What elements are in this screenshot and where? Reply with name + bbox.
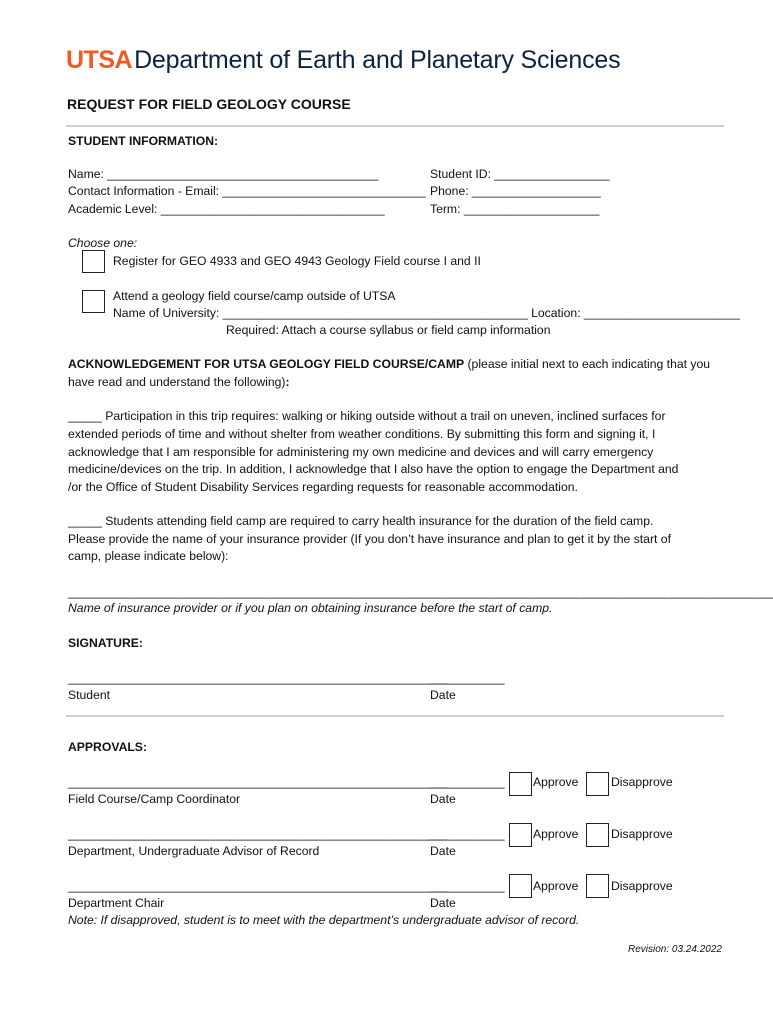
- divider: [66, 715, 724, 717]
- name-field[interactable]: Name: ________________________________________: [68, 167, 379, 181]
- insurance-provider-field[interactable]: ________________________________________________________________________________________________________: [68, 585, 773, 599]
- advisor-signature-line[interactable]: ________________________________________________________: [68, 827, 448, 841]
- student-date-line[interactable]: ___________: [430, 671, 505, 685]
- date-label: Date: [430, 688, 456, 702]
- coordinator-date-line[interactable]: ___________: [430, 775, 505, 789]
- term-field[interactable]: Term: ____________________: [430, 202, 600, 216]
- coordinator-disapprove-checkbox[interactable]: [586, 772, 609, 796]
- form-title: REQUEST FOR FIELD GEOLOGY COURSE: [67, 96, 351, 112]
- insurance-caption: Name of insurance provider or if you plan on obtaining insurance before the start of camp.: [68, 601, 553, 615]
- advisor-date-line[interactable]: ___________: [430, 827, 505, 841]
- university-location-field[interactable]: Name of University: _____________________________________________ Location: _______________________: [113, 306, 740, 320]
- email-field[interactable]: Contact Information - Email: ______________________________: [68, 184, 426, 198]
- date-label: Date: [430, 844, 456, 858]
- student-label: Student: [68, 688, 111, 702]
- chair-approve-checkbox[interactable]: [509, 874, 532, 898]
- student-id-field[interactable]: Student ID: _________________: [430, 167, 610, 181]
- revision-date: Revision: 03.24.2022: [628, 944, 722, 955]
- register-checkbox[interactable]: [82, 250, 105, 273]
- chair-role-label: Department Chair: [68, 896, 165, 910]
- approve-label: Approve: [533, 775, 579, 789]
- advisor-approve-checkbox[interactable]: [509, 823, 532, 847]
- approvals-heading: APPROVALS:: [68, 740, 147, 754]
- date-label: Date: [430, 896, 456, 910]
- ack-heading: ACKNOWLEDGEMENT FOR UTSA GEOLOGY FIELD COURSE/CAMP: [68, 357, 465, 371]
- chair-date-line[interactable]: ___________: [430, 879, 505, 893]
- signature-heading: SIGNATURE:: [68, 636, 143, 650]
- ack-para2-line: camp, please indicate below):: [68, 549, 229, 563]
- advisor-disapprove-checkbox[interactable]: [586, 823, 609, 847]
- outside-course-checkbox[interactable]: [82, 290, 105, 313]
- ack-para2-line: _____ Students attending field camp are required to carry health insurance for the duration of the field camp.: [68, 514, 654, 528]
- chair-disapprove-checkbox[interactable]: [586, 874, 609, 898]
- coordinator-approve-checkbox[interactable]: [509, 772, 532, 796]
- approve-label: Approve: [533, 879, 579, 893]
- student-signature-line[interactable]: ________________________________________________________: [68, 671, 448, 685]
- utsa-logo-text: UTSA: [66, 46, 133, 74]
- coordinator-signature-line[interactable]: ________________________________________________________: [68, 775, 448, 789]
- ack-para1-line: acknowledge that I am responsible for administering my own medicine and devices and will carry emergency: [68, 445, 654, 459]
- ack-para1-line: /or the Office of Student Disability Services regarding requests for reasonable accommodation.: [68, 480, 578, 494]
- disapprove-label: Disapprove: [611, 879, 673, 893]
- student-info-heading: STUDENT INFORMATION:: [68, 134, 219, 148]
- advisor-role-label: Department, Undergraduate Advisor of Record: [68, 844, 320, 858]
- phone-field[interactable]: Phone: ___________________: [430, 184, 601, 198]
- divider: [66, 125, 724, 127]
- ack-para1-line: extended periods of time and without shelter from weather conditions. By submitting this form and signing it, I: [68, 427, 656, 441]
- department-name: Department of Earth and Planetary Sciences: [134, 46, 621, 74]
- chair-signature-line[interactable]: ________________________________________________________: [68, 879, 448, 893]
- ack-heading-line1: [68, 356, 710, 373]
- ack-para1-line: medicine/devices on the trip. In addition, I acknowledge that I also have the option to engage the Department and: [68, 462, 679, 476]
- disapprove-label: Disapprove: [611, 775, 673, 789]
- outside-course-label: Attend a geology field course/camp outside of UTSA: [113, 289, 396, 303]
- register-option-label: Register for GEO 4933 and GEO 4943 Geology Field course I and II: [113, 254, 481, 268]
- academic-level-field[interactable]: Academic Level: _________________________________: [68, 202, 385, 216]
- ack-heading-line2: have read and understand the following):: [68, 375, 290, 389]
- ack-para1-line: _____ Participation in this trip requires: walking or hiking outside without a trail on uneven, inclined surfaces for: [68, 409, 666, 423]
- ack-heading-instruction: (please initial next to each indicating that you: [464, 357, 711, 371]
- ack-para2-line: Please provide the name of your insurance provider (If you don’t have insurance and plan to get it by the start of: [68, 532, 671, 546]
- choose-one-label: Choose one:: [68, 236, 138, 250]
- date-label: Date: [430, 792, 456, 806]
- coordinator-role-label: Field Course/Camp Coordinator: [68, 792, 241, 806]
- disapproval-note: Note: If disapproved, student is to meet with the department’s undergraduate advisor of record.: [68, 913, 580, 927]
- approve-label: Approve: [533, 827, 579, 841]
- department-logo: [66, 46, 620, 75]
- syllabus-requirement: Required: Attach a course syllabus or field camp information: [226, 323, 551, 337]
- disapprove-label: Disapprove: [611, 827, 673, 841]
